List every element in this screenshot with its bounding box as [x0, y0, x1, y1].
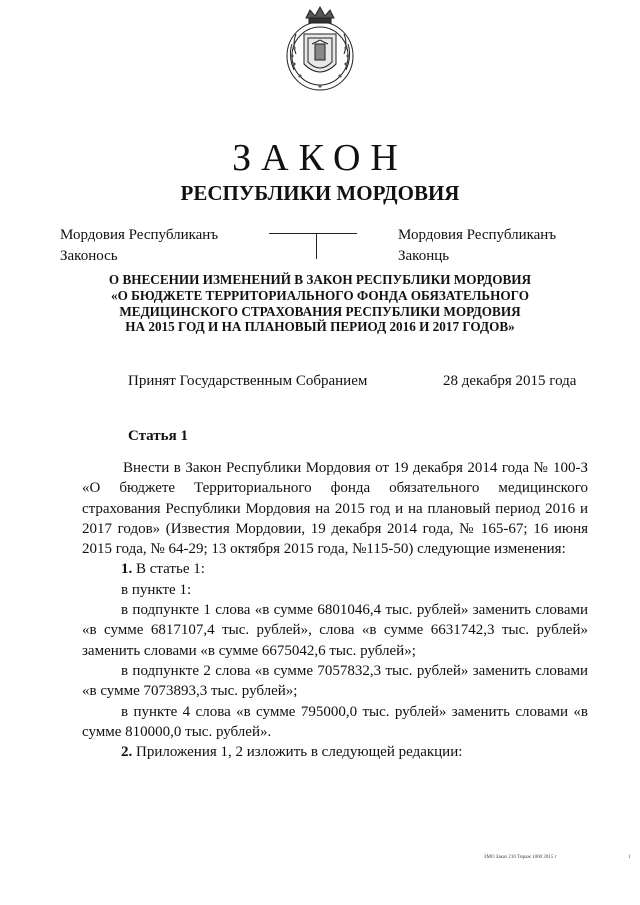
heading-line: НА 2015 ГОД И НА ПЛАНОВЫЙ ПЕРИОД 2016 И 2017 ГОДОВ»: [125, 319, 515, 335]
item-text: В статье 1:: [136, 561, 205, 578]
republic-subtitle: РЕСПУБЛИКИ МОРДОВИЯ: [180, 181, 460, 205]
item-1: [82, 559, 588, 579]
coat-of-arms-icon: [282, 4, 358, 94]
law-title: ЗАКОН: [232, 137, 408, 179]
erzya-title: [398, 225, 556, 267]
item-number: 1.: [121, 561, 133, 578]
article-body: [82, 458, 588, 762]
heading-line: О ВНЕСЕНИИ ИЗМЕНЕНИЙ В ЗАКОН РЕСПУБЛИКИ МОРДОВИЯ: [108, 272, 532, 287]
moksha-title-line: Законось: [60, 248, 118, 264]
law-heading: [80, 272, 560, 335]
title-divider-horizontal: [269, 233, 357, 234]
paragraph-subpunkt-1: в подпункте 1 слова «в сумме 6801046,4 тыс. рублей» заменить словами «в сумме 6817107,4 тыс. рублей», слова «в сумме 6631742,3 тыс. рублей» заменить словами «в сумме 6675042,6 тыс. рублей»;: [82, 602, 588, 659]
paragraph-punkt-1: в пункте 1:: [121, 581, 192, 598]
print-code: ЗМО Заказ 210 Тираж 1000 2015 г: [484, 855, 557, 860]
item-2: [82, 742, 588, 762]
article-title: Статья 1: [128, 428, 188, 444]
article-intro: Внести в Закон Республики Мордовия от 19 декабря 2014 года № 100-З «О бюджете Территориального фонда обязательного медицинского страхования Республики Мордовия на 2015 год и на плановый период 2016 и 2017 годов» (Известия Мордовии, 19 декабря 2014 года, № 165-67; 16 июня 2015 года, № 64-29; 13 октября 2015 года, №115-50) следующие изменения:: [82, 460, 588, 558]
moksha-title-line: Мордовия Республиканъ: [60, 227, 219, 243]
title-divider-vertical: [316, 233, 317, 259]
erzya-title-line: Законць: [398, 248, 450, 264]
item-number: 2.: [121, 744, 133, 761]
adoption-label: Принят Государственным Собранием: [128, 373, 368, 389]
print-code-right: 1: [628, 855, 631, 860]
heading-line: МЕДИЦИНСКОГО СТРАХОВАНИЯ РЕСПУБЛИКИ МОРДОВИЯ: [119, 303, 521, 319]
erzya-title-line: Мордовия Республиканъ: [398, 227, 557, 243]
moksha-title: [60, 225, 218, 267]
heading-line: «О БЮДЖЕТЕ ТЕРРИТОРИАЛЬНОГО ФОНДА ОБЯЗАТЕЛЬНОГО: [111, 287, 529, 303]
paragraph-subpunkt-2: в подпункте 2 слова «в сумме 7057832,3 тыс. рублей» заменить словами «в сумме 7073893,3 тыс. рублей»;: [82, 662, 588, 700]
adoption-date: 28 декабря 2015 года: [443, 373, 577, 389]
item-text: Приложения 1, 2 изложить в следующей редакции:: [136, 744, 463, 761]
paragraph-punkt-4: в пункте 4 слова «в сумме 795000,0 тыс. рублей» заменить словами «в сумме 810000,0 тыс. рублей».: [82, 703, 588, 740]
